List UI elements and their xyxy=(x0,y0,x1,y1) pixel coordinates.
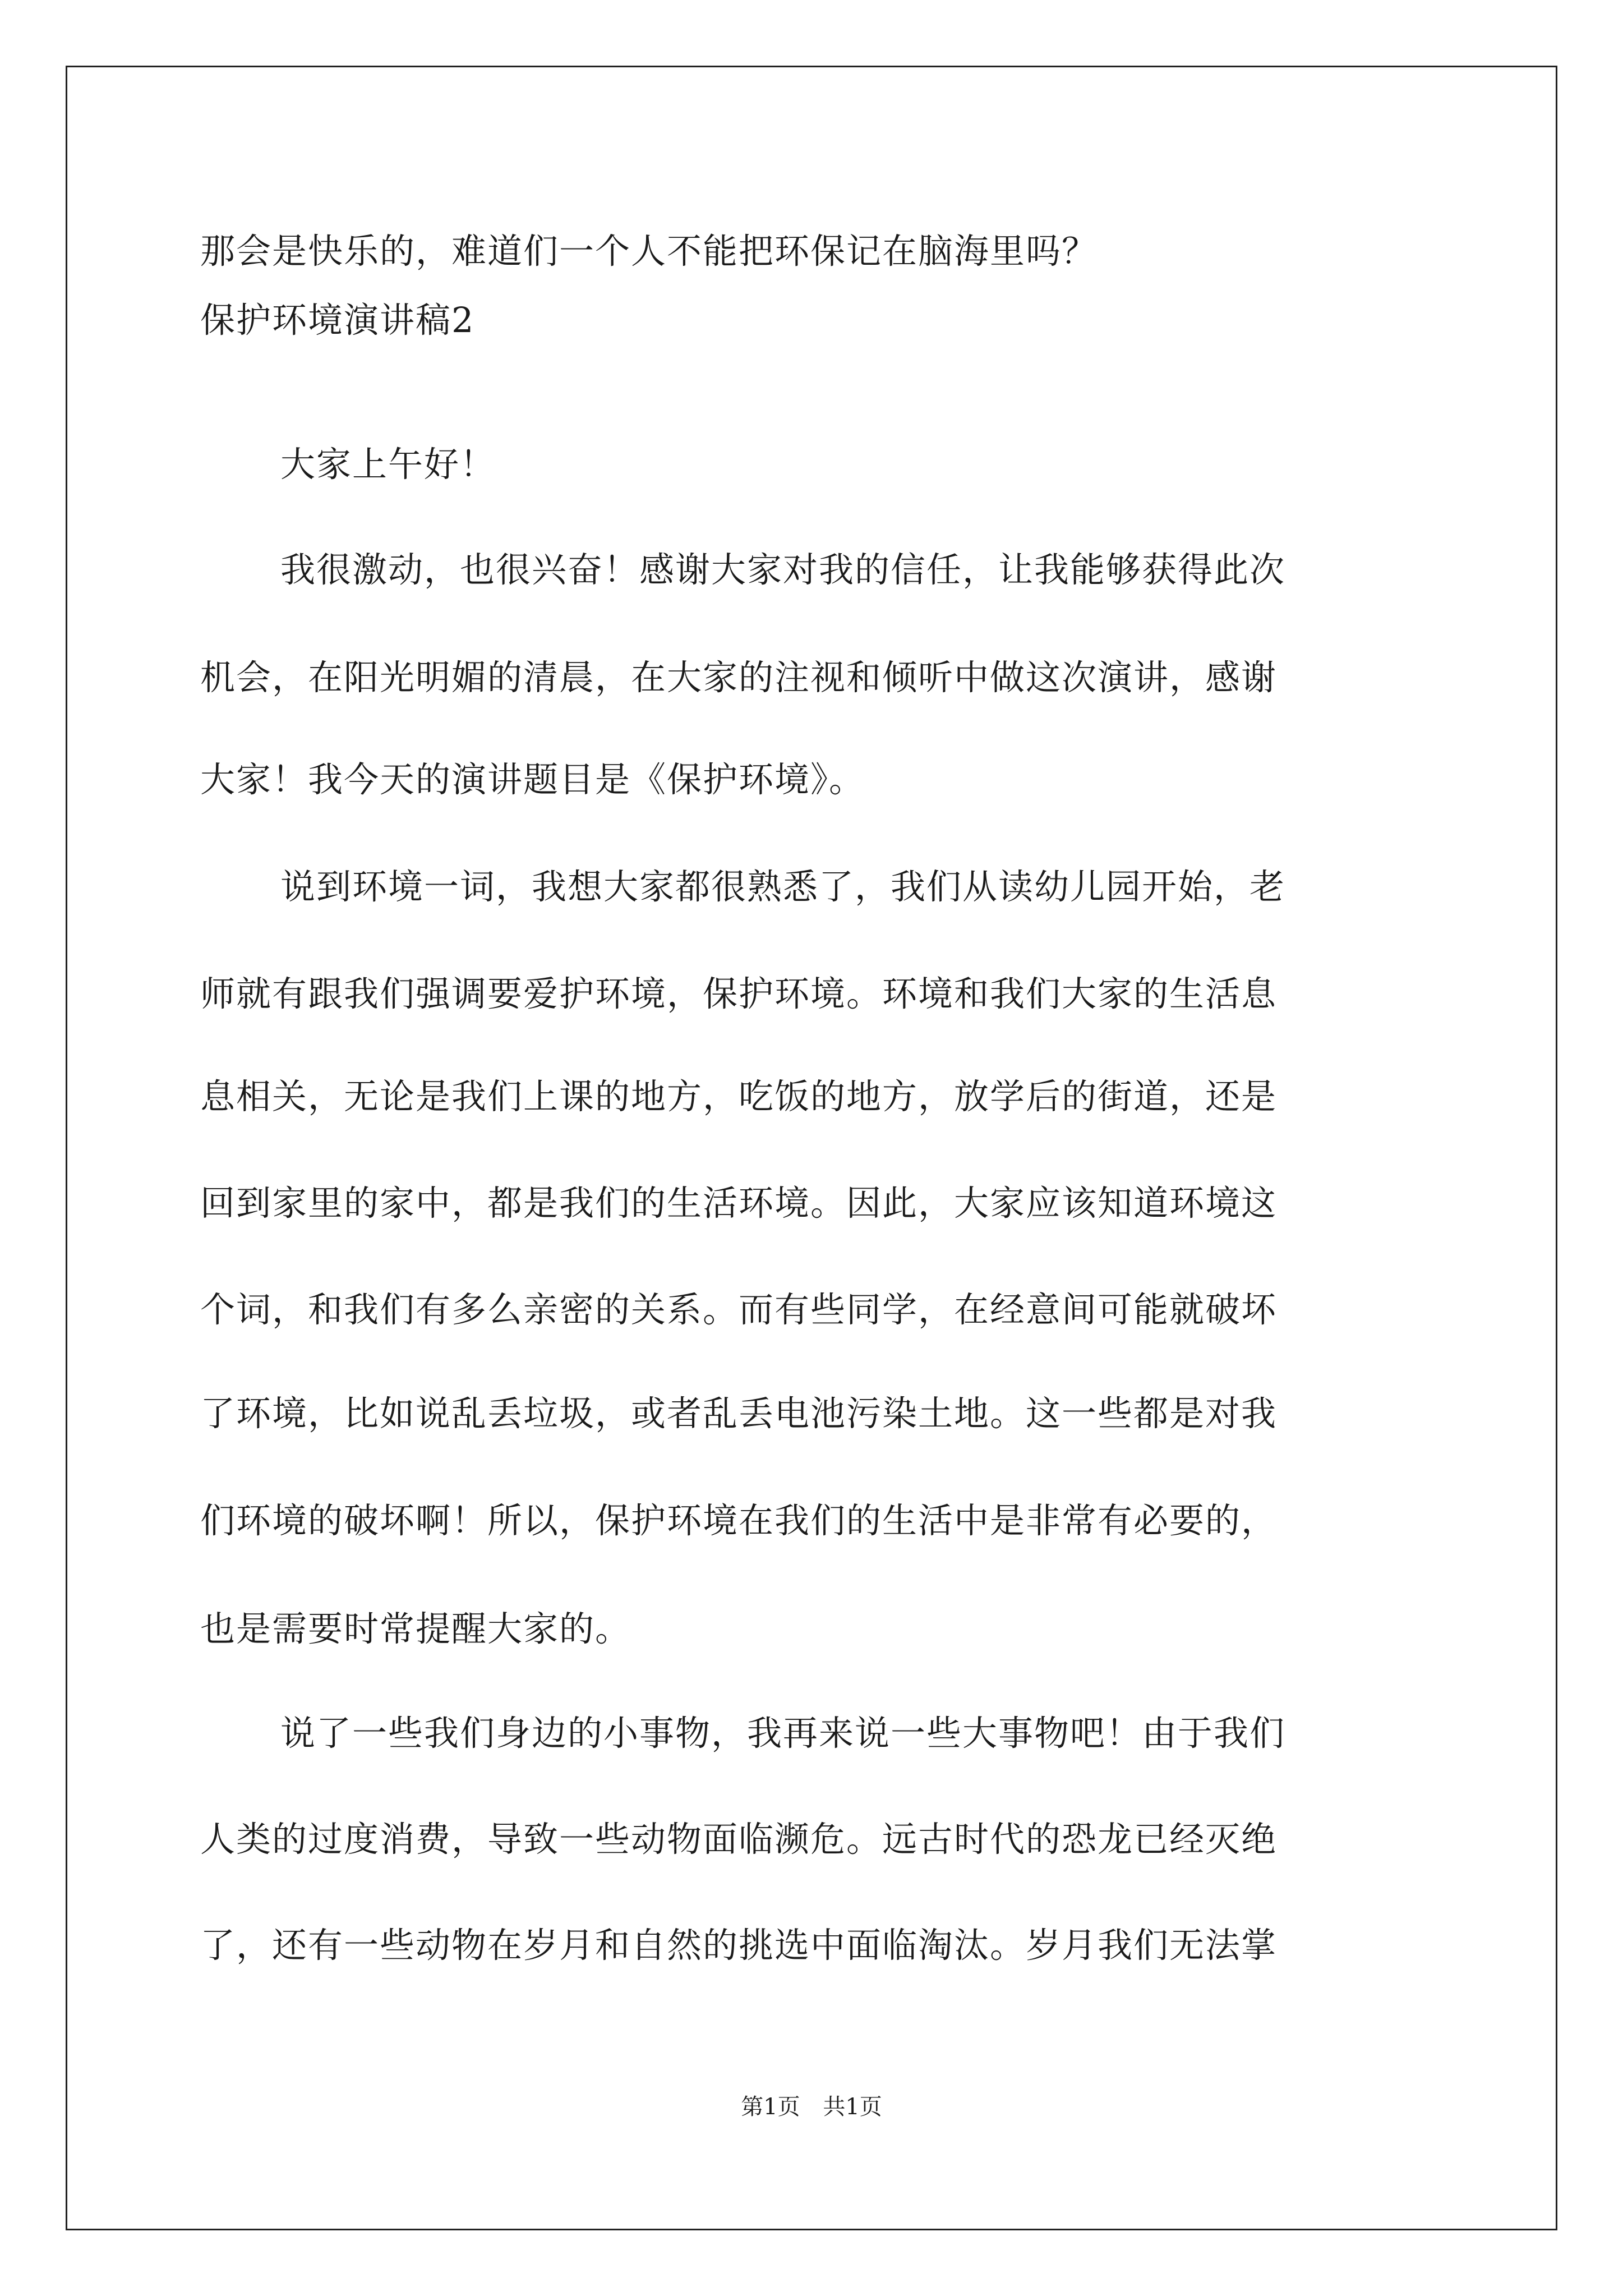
paragraph-line: 机会，在阳光明媚的清晨，在大家的注视和倾听中做这次演讲，感谢 xyxy=(200,657,1278,698)
page-frame xyxy=(66,66,1557,2230)
paragraph-line: 回到家里的家中，都是我们的生活环境。因此，大家应该知道环境这 xyxy=(200,1182,1278,1223)
paragraph-line: 了，还有一些动物在岁月和自然的挑选中面临淘汰。岁月我们无法掌 xyxy=(200,1925,1278,1966)
paragraph-line: 们环境的破坏啊！所以，保护环境在我们的生活中是非常有必要的， xyxy=(200,1500,1278,1541)
page-total: 共1页 xyxy=(823,2094,882,2120)
paragraph-line: 说到环境一词，我想大家都很熟悉了，我们从读幼儿园开始，老 xyxy=(280,866,1286,907)
page-number: 第1页 xyxy=(741,2094,800,2120)
paragraph-line: 我很激动，也很兴奋！感谢大家对我的信任，让我能够获得此次 xyxy=(280,549,1286,590)
paragraph-line: 了环境，比如说乱丢垃圾，或者乱丢电池污染土地。这一些都是对我 xyxy=(200,1393,1278,1434)
paragraph-line: 人类的过度消费，导致一些动物面临濒危。远古时代的恐龙已经灭绝 xyxy=(200,1819,1278,1860)
text-line: 那会是快乐的，难道们一个人不能把环保记在脑海里吗？ xyxy=(200,231,1098,272)
paragraph-line: 说了一些我们身边的小事物，我再来说一些大事物吧！由于我们 xyxy=(280,1713,1286,1754)
paragraph-line: 也是需要时常提醒大家的。 xyxy=(200,1608,631,1649)
paragraph-line: 师就有跟我们强调要爱护环境，保护环境。环境和我们大家的生活息 xyxy=(200,973,1278,1014)
paragraph-line: 大家！我今天的演讲题目是《保护环境》。 xyxy=(200,759,865,800)
paragraph-line: 息相关，无论是我们上课的地方，吃饭的地方，放学后的街道，还是 xyxy=(200,1076,1278,1117)
page-footer xyxy=(0,2096,1623,2118)
paragraph-line: 个词，和我们有多么亲密的关系。而有些同学，在经意间可能就破坏 xyxy=(200,1289,1278,1330)
section-title: 保护环境演讲稿2 xyxy=(200,300,475,341)
greeting: 大家上午好！ xyxy=(280,444,496,485)
